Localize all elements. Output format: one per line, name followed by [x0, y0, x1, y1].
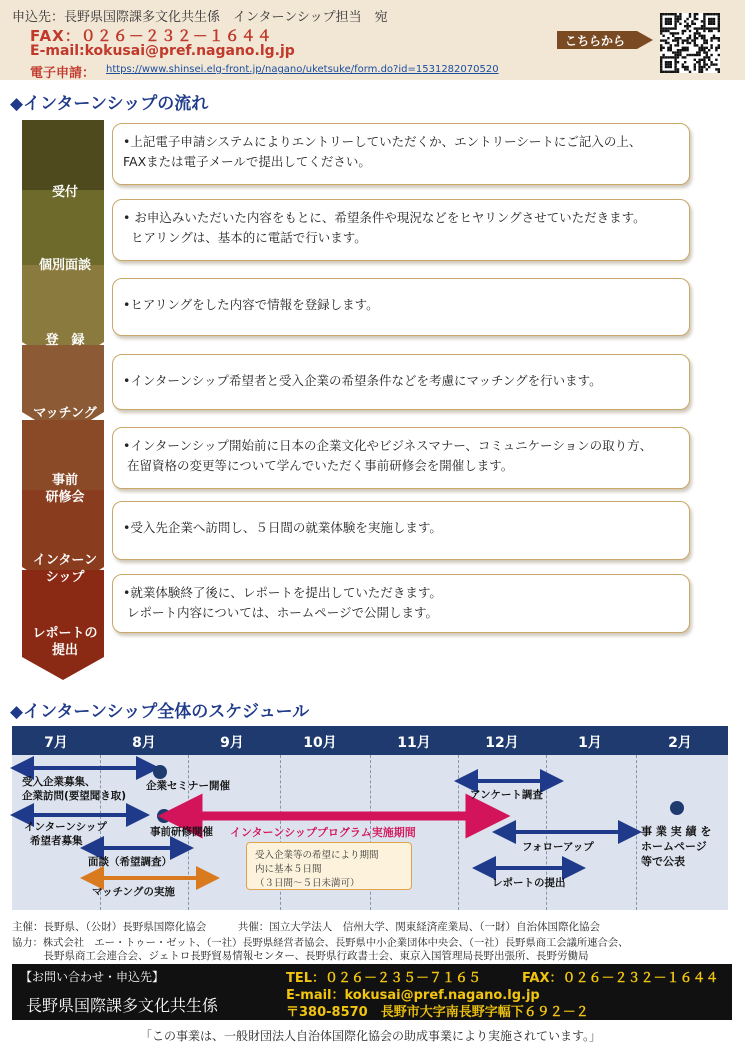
flow-text-line: •インターンシップ開始前に日本の企業文化やビジネスマナー、コミュニケーションの取り方、	[123, 438, 653, 453]
label-follow-up: フォローアップ	[522, 841, 594, 853]
month-sep: 9月	[220, 735, 244, 751]
label-report: レポートの提出	[492, 877, 566, 889]
label-matching: マッチングの実施	[92, 886, 175, 898]
flow-text-line: •就業体験終了後に、レポートを提出していただきます。	[123, 585, 442, 600]
grant-note: 「この事業は、一般財団法人自治体国際化協会の助成事業により実施されています。」	[140, 1029, 602, 1043]
flow-text-line: 在留資格の変更等について学んでいただく事前研修会を開催します。	[127, 458, 514, 473]
label-line: ホームページ	[641, 840, 707, 853]
label-applicants	[24, 820, 107, 848]
flow-text-line: レポート内容については、ホームページで公開します。	[127, 605, 439, 620]
contact-tel: TEL：０２６－２３５－７１６５	[286, 971, 482, 986]
label-training: 事前研修開催	[150, 826, 213, 838]
month-jul: 7月	[44, 735, 68, 751]
contact-organization: 長野県国際課多文化共生係	[26, 996, 219, 1015]
label-recruit	[22, 775, 126, 803]
flow-text-line: FAXまたは電子メールで提出してください。	[123, 154, 371, 169]
dot-seminar	[153, 765, 167, 779]
contact-address: 〒380-8570 長野市大字南長野字幅下６９２－２	[286, 1005, 589, 1020]
flow-text-line: •受入先企業へ訪問し、５日間の就業体験を実施します。	[123, 520, 442, 535]
online-application-label: 電子申請：	[30, 66, 96, 81]
cooperation-line-1: 協力：株式会社 エー・トゥー・ゼット、（一社）長野県経営者協会、長野県中小企業団体中央会、（一社）長野県商工会議所連合会、	[12, 937, 629, 949]
label-program-period: インターンシッププログラム実施期間	[230, 826, 416, 839]
application-destination: 申込先：長野県国際課多文化共生係 インターンシップ担当 宛	[12, 10, 388, 25]
label-line: 希望者募集	[30, 835, 83, 847]
organizer-line: 主催：長野県、（公財）長野県国際化協会 共催：国立大学法人 信州大学、関東経済産業局、（一財）自治体国際化協会	[12, 921, 600, 933]
step-label-line: インターン	[32, 553, 98, 568]
flow-text-line: • お申込みいただいた内容をもとに、希望条件や現況などをヒヤリングさせていただきます。	[123, 210, 646, 225]
step-label-line: 提出	[51, 643, 78, 658]
apply-here-label: こちらから	[565, 34, 626, 48]
period-note-box	[246, 842, 412, 890]
step-label-line: レポートの	[32, 626, 98, 641]
contact-heading: 【お問い合わせ・申込先】	[20, 970, 165, 984]
label-line: 事 業 実 績 を	[641, 825, 712, 838]
step-label-line: 研修会	[45, 490, 85, 505]
flow-text-line: •ヒアリングをした内容で情報を登録します。	[123, 297, 379, 312]
flow-section-title: ◆インターンシップの流れ	[10, 94, 209, 114]
note-line: 受入企業等の希望により期間	[255, 850, 379, 861]
label-line: 等で公表	[641, 855, 685, 868]
cooperation-line-2: 長野県商工会連合会、ジェトロ長野貿易情報センター、長野県行政書士会、東京入国管理局長野出張所、長野労働局	[12, 950, 589, 962]
flow-text-line: ヒアリングは、基本的に電話で行います。	[131, 230, 367, 245]
month-aug: 8月	[132, 735, 156, 751]
step-label-matching: マッチング	[33, 406, 97, 421]
flow-text-line: •インターンシップ希望者と受入企業の希望条件などを考慮にマッチングを行います。	[123, 373, 602, 388]
month-oct: 10月	[303, 735, 337, 751]
step-label-line: 事前	[51, 473, 78, 488]
header-fax: FAX：０２６－２３２－１６４４	[30, 27, 273, 45]
note-line: 内に基本５日間	[255, 864, 322, 875]
label-line: インターンシップ	[24, 821, 107, 833]
contact-email[interactable]: E-mail：kokusai@pref.nagano.lg.jp	[286, 988, 540, 1003]
online-application-link[interactable]: https://www.shinsei.elg-front.jp/nagano/uketsuke/form.do?id=1531282070520	[106, 64, 499, 75]
label-line: 企業訪問(要望聞き取)	[22, 790, 127, 802]
month-jan: 1月	[578, 735, 602, 751]
label-seminar: 企業セミナー開催	[146, 780, 230, 792]
contact-fax: FAX：０２６－２３２－１６４４	[522, 971, 719, 986]
step-label-interview: 個別面談	[38, 258, 91, 273]
label-interview: 面談（希望調査）	[88, 856, 172, 868]
contact-footer	[12, 964, 732, 1020]
step-label-line: シップ	[45, 570, 85, 585]
flow-text-line: •上記電子申請システムによりエントリーしていただくか、エントリーシートにご記入の上、	[123, 134, 642, 149]
note-line: （３日間～５日未満可）	[255, 878, 360, 889]
dot-result	[670, 801, 684, 815]
step-label-reception: 受付	[51, 185, 78, 200]
dot-training	[157, 809, 171, 823]
header-email[interactable]: E-mail:kokusai@pref.nagano.lg.jp	[30, 43, 295, 59]
label-result-publication	[641, 824, 721, 869]
label-line: 受入企業募集、	[22, 776, 96, 788]
month-dec: 12月	[485, 735, 519, 751]
month-feb: 2月	[668, 735, 692, 751]
schedule-section-title: ◆インターンシップ全体のスケジュール	[10, 702, 310, 722]
step-label-registration: 登 録	[45, 333, 85, 348]
month-nov: 11月	[397, 735, 431, 751]
label-survey: アンケート調査	[470, 789, 543, 801]
